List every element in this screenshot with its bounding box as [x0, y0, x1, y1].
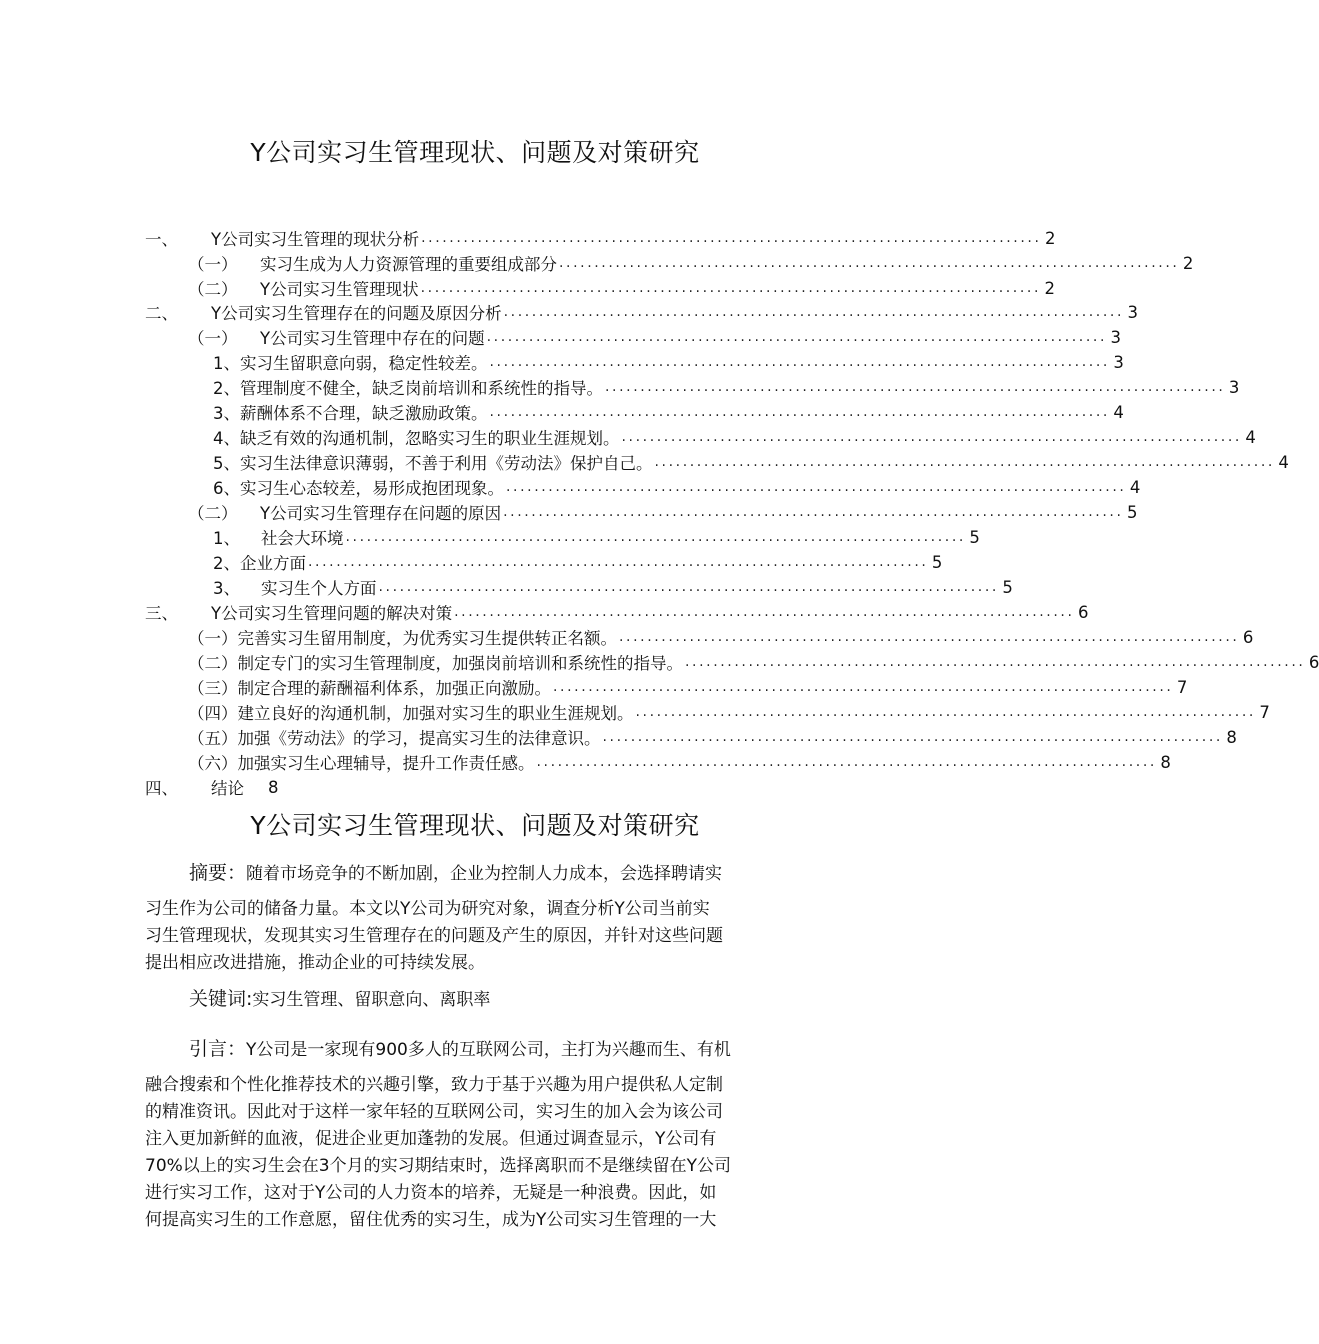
intro-first-line — [145, 1035, 805, 1063]
toc-entry-label: （五）加强《劳动法》的学习，提高实习生的法律意识。 — [188, 729, 601, 748]
toc-entry[interactable] — [188, 276, 1056, 300]
toc-entry-label: 社会大环境 — [261, 529, 344, 548]
toc-entry-page: 3 — [1110, 327, 1122, 347]
toc-entry-page: 7 — [1176, 677, 1188, 697]
toc-entry-page: 8 — [1226, 727, 1237, 747]
toc-entry-number: 三、 — [145, 604, 178, 623]
toc-leader: ........................................................................................ — [421, 230, 1042, 246]
toc-leader: ........................................................................................ — [553, 679, 1174, 695]
toc-entry[interactable] — [188, 725, 1237, 749]
keywords-paragraph — [145, 985, 805, 1013]
toc-entry[interactable] — [145, 300, 1139, 324]
toc-entry-label: Y公司实习生管理问题的解决对策 — [211, 604, 453, 623]
toc-entry-page: 5 — [1127, 502, 1138, 522]
toc-entry[interactable] — [213, 550, 943, 574]
toc-entry-page: 2 — [1044, 278, 1056, 298]
toc-leader: ........................................................................................ — [536, 754, 1157, 770]
toc-entry-page: 4 — [1113, 402, 1124, 422]
abstract-paragraph — [145, 859, 805, 977]
toc-entry-label: Y公司实习生管理存在问题的原因 — [260, 504, 502, 523]
toc-entry[interactable] — [188, 675, 1188, 699]
toc-entry-label: 2、企业方面 — [213, 554, 306, 573]
toc-entry[interactable] — [188, 500, 1138, 524]
toc-leader: ........................................................................................ — [420, 280, 1042, 296]
toc-entry-number: （一） — [188, 329, 238, 348]
toc-entry-page: 8 — [1160, 752, 1171, 772]
intro-text: 注入更加新鲜的血液，促进企业更加蓬勃的发展。但通过调查显示，Y公司有 — [145, 1129, 717, 1149]
toc-leader: ........................................................................................ — [308, 554, 929, 570]
toc-entry-page: 4 — [1278, 452, 1289, 472]
toc-leader: ........................................................................................ — [619, 629, 1240, 645]
toc-entry-page: 3 — [1113, 352, 1124, 372]
toc-entry[interactable] — [145, 775, 279, 799]
intro-paragraph — [145, 1035, 805, 1234]
toc-entry-page: 2 — [1045, 228, 1056, 248]
toc-leader: ........................................................................................ — [605, 379, 1226, 395]
toc-entry-page: 6 — [1242, 627, 1254, 647]
toc-leader: ........................................................................................ — [635, 704, 1256, 720]
toc-entry[interactable] — [188, 251, 1194, 275]
toc-entry-label: 5、实习生法律意识薄弱，不善于利用《劳动法》保护自己。 — [213, 454, 653, 473]
toc-entry-number: 四、 — [145, 779, 178, 798]
toc-entry-label: Y公司实习生管理的现状分析 — [211, 230, 420, 249]
document-title: Y公司实习生管理现状、问题及对策研究 — [250, 138, 700, 167]
toc-entry[interactable] — [213, 450, 1289, 474]
toc-entry-page: 5 — [969, 527, 980, 547]
toc-entry-page: 3 — [1228, 377, 1240, 397]
toc-entry-page: 4 — [1245, 427, 1256, 447]
toc-entry-number: （一） — [188, 255, 238, 274]
toc-entry[interactable] — [145, 600, 1089, 624]
intro-text: 融合搜索和个性化推荐技术的兴趣引擎，致力于基于兴趣为用户提供私人定制 — [145, 1075, 723, 1095]
toc-entry-label: 4、缺乏有效的沟通机制，忽略实习生的职业生涯规划。 — [213, 429, 620, 448]
toc-entry-number: （二） — [188, 280, 238, 299]
toc-entry[interactable] — [213, 475, 1141, 499]
toc-entry-number: 一、 — [145, 230, 178, 249]
abstract-text: 随着市场竞争的不断加剧，企业为控制人力成本，会选择聘请实 — [246, 864, 723, 884]
toc-entry[interactable] — [213, 350, 1124, 374]
intro-text: Y公司是一家现有900多人的互联网公司，主打为兴趣而生、有机 — [246, 1040, 731, 1060]
toc-entry-number: 3、 — [213, 579, 240, 598]
toc-entry-page: 3 — [1127, 302, 1139, 322]
intro-text: 的精准资讯。因此对于这样一家年轻的互联网公司，实习生的加入会为该公司 — [145, 1102, 723, 1122]
toc-entry[interactable] — [213, 400, 1124, 424]
intro-label: 引言： — [189, 1038, 247, 1060]
toc-leader: ........................................................................................ — [454, 604, 1075, 620]
toc-leader: ........................................................................................ — [489, 404, 1110, 420]
toc-entry-page: 7 — [1259, 702, 1270, 722]
toc-entry-label: （六）加强实习生心理辅导，提升工作责任感。 — [188, 754, 535, 773]
toc-leader: ........................................................................................ — [345, 529, 966, 545]
toc-entry-label: 2、管理制度不健全，缺乏岗前培训和系统性的指导。 — [213, 379, 603, 398]
toc-entry[interactable] — [188, 325, 1122, 349]
toc-entry-number: 1、 — [213, 529, 240, 548]
toc-leader: ........................................................................................ — [559, 255, 1180, 271]
toc-leader: ........................................................................................ — [503, 304, 1125, 320]
toc-entry-label: 实习生成为人力资源管理的重要组成部分 — [260, 255, 557, 274]
toc-leader: ........................................................................................ — [654, 454, 1275, 470]
toc-leader: ........................................................................................ — [486, 329, 1108, 345]
toc-entry[interactable] — [188, 625, 1254, 649]
abstract-first-line — [145, 859, 805, 887]
toc-entry[interactable] — [213, 575, 1013, 599]
toc-entry-page: 5 — [931, 552, 943, 572]
toc-entry-label: （二）制定专门的实习生管理制度，加强岗前培训和系统性的指导。 — [188, 654, 683, 673]
toc-entry-label: 3、薪酬体系不合理，缺乏激励政策。 — [213, 404, 488, 423]
toc-entry-label: Y公司实习生管理中存在的问题 — [260, 329, 485, 348]
toc-leader: ........................................................................................ — [506, 479, 1127, 495]
toc-entry-label: 6、实习生心态较差，易形成抱团现象。 — [213, 479, 504, 498]
keywords-text: 实习生管理、留职意向、离职率 — [252, 990, 491, 1010]
toc-leader: ........................................................................................ — [489, 354, 1110, 370]
toc-entry-page: 4 — [1129, 477, 1141, 497]
abstract-text: 提出相应改进措施，推动企业的可持续发展。 — [145, 953, 485, 973]
toc-leader: ........................................................................................ — [621, 429, 1242, 445]
intro-text: 何提高实习生的工作意愿，留住优秀的实习生，成为Y公司实习生管理的一大 — [145, 1210, 717, 1230]
intro-text: 70%以上的实习生会在3个月的实习期结束时，选择离职而不是继续留在Y公司 — [145, 1156, 731, 1176]
toc-entry-number: （二） — [188, 504, 238, 523]
toc-entry[interactable] — [213, 525, 980, 549]
toc-entry-label: （四）建立良好的沟通机制，加强对实习生的职业生涯规划。 — [188, 704, 634, 723]
toc-entry-label: （三）制定合理的薪酬福利体系，加强正向激励。 — [188, 679, 551, 698]
toc-entry[interactable] — [145, 226, 1056, 250]
toc-entry[interactable] — [213, 425, 1256, 449]
toc-entry-number: 二、 — [145, 304, 178, 323]
toc-leader: ........................................................................................ — [602, 729, 1223, 745]
toc-leader: ........................................................................................ — [378, 579, 999, 595]
toc-entry[interactable] — [188, 750, 1171, 774]
toc-entry-page: 6 — [1308, 652, 1319, 672]
toc-entry[interactable] — [213, 375, 1240, 399]
toc-entry-page: 2 — [1182, 253, 1194, 273]
abstract-label: 摘要： — [189, 862, 247, 884]
toc-leader: ........................................................................................ — [685, 654, 1306, 670]
keywords-label: 关键词: — [189, 988, 253, 1010]
toc-entry-label: （一）完善实习生留用制度，为优秀实习生提供转正名额。 — [188, 629, 617, 648]
toc-leader: ........................................................................................ — [503, 504, 1124, 520]
body-title: Y公司实习生管理现状、问题及对策研究 — [250, 811, 700, 840]
toc-entry-label: 1、实习生留职意向弱，稳定性较差。 — [213, 354, 488, 373]
abstract-text: 习生作为公司的储备力量。本文以Y公司为研究对象，调查分析Y公司当前实 — [145, 899, 710, 919]
toc-entry-page: 5 — [1002, 577, 1013, 597]
intro-text: 进行实习工作，这对于Y公司的人力资本的培养，无疑是一种浪费。因此，如 — [145, 1183, 717, 1203]
toc-entry[interactable] — [188, 700, 1270, 724]
toc-entry-page: 6 — [1078, 602, 1089, 622]
toc-entry-page: 8 — [268, 777, 279, 797]
toc-entry[interactable] — [188, 650, 1319, 674]
abstract-text: 习生管理现状，发现其实习生管理存在的问题及产生的原因，并针对这些问题 — [145, 926, 723, 946]
toc-entry-label: 结论 — [211, 779, 244, 798]
toc-entry-label: Y公司实习生管理现状 — [260, 280, 419, 299]
toc-entry-label: 实习生个人方面 — [261, 579, 377, 598]
toc-entry-label: Y公司实习生管理存在的问题及原因分析 — [211, 304, 502, 323]
